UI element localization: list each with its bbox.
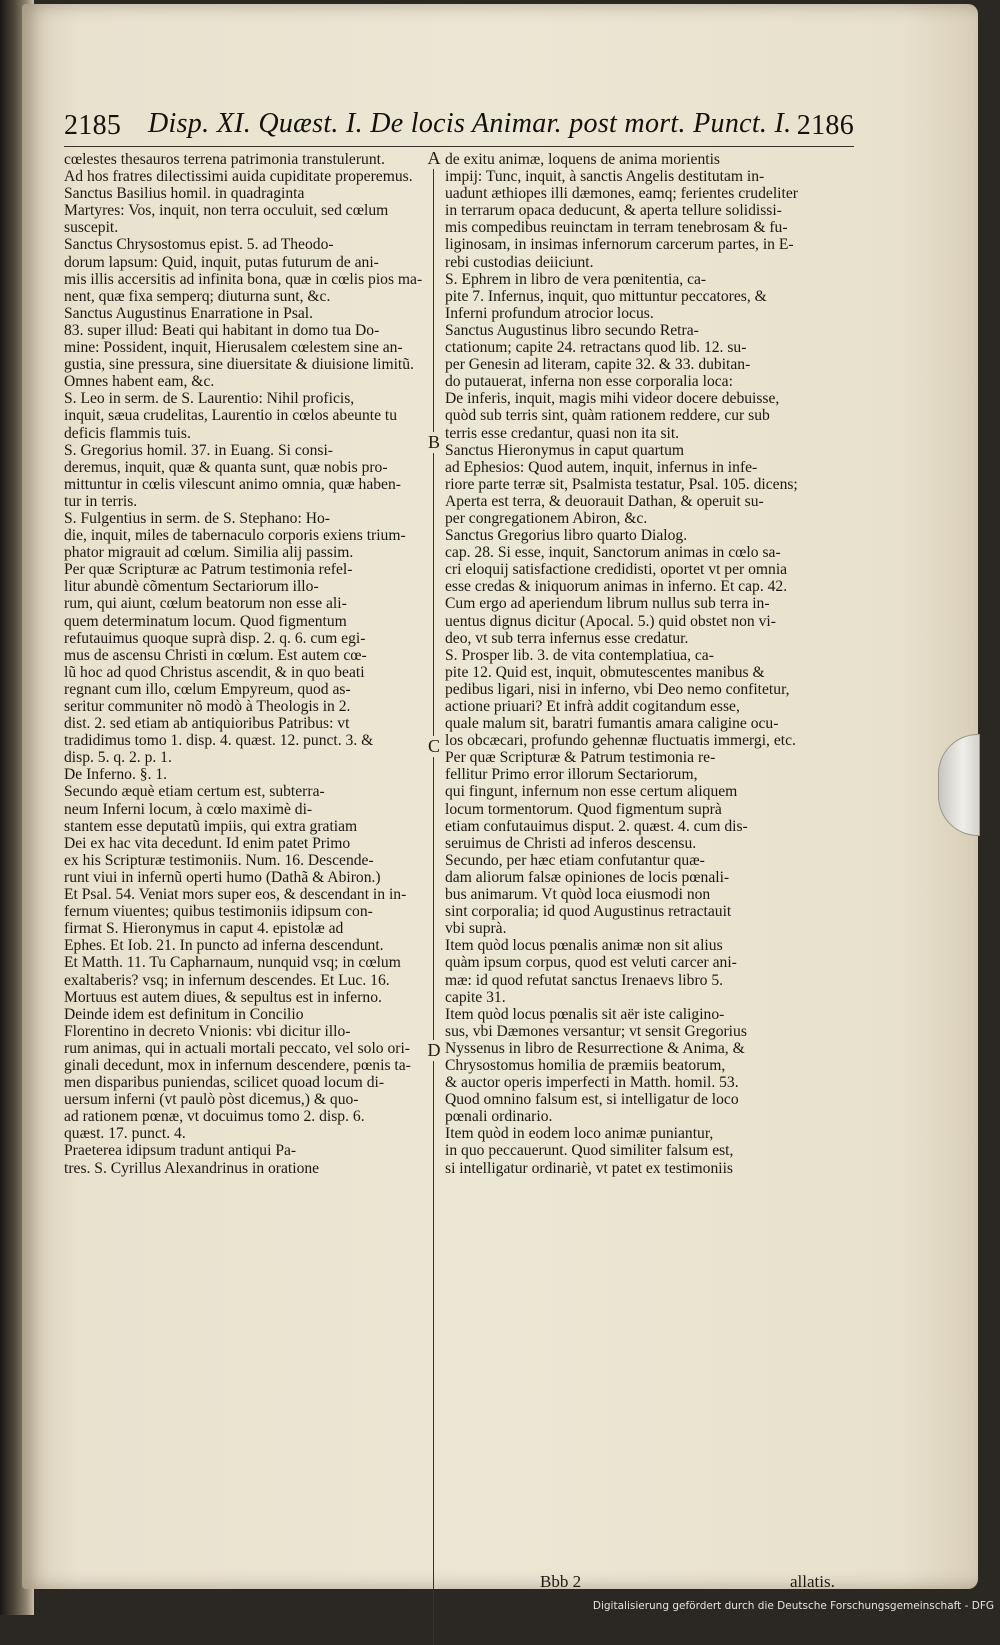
text-line: phator migrauit ad cœlum. Similia alij passim.: [64, 544, 354, 562]
text-line: Martyres: Vos, inquit, non terra occuluit, sed cœlum: [64, 202, 389, 220]
text-line: dam aliorum falsæ opiniones de locis pœnali-: [445, 868, 730, 886]
text-line: esse credas & iniquorum animas in inferno. Et cap. 42.: [445, 578, 788, 596]
text-line: Sanctus Augustinus Enarratione in Psal.: [64, 304, 314, 322]
text-line: S. Gregorius homil. 37. in Euang. Si consi-: [64, 441, 333, 459]
text-line: seritur communiter nõ modò à Theologis in 2.: [64, 698, 351, 715]
text-line: impij: Tunc, inquit, à sanctis Angelis destitutam in-: [445, 168, 765, 186]
text-line: quæst. 17. punct. 4.: [64, 1125, 186, 1143]
text-line: & auctor operis imperfecti in Matth. homil. 53.: [445, 1074, 739, 1092]
text-line: qui fingunt, infernum non esse certum aliquem: [445, 783, 738, 801]
text-line: quem determinatum locum. Quod figmentum: [64, 612, 347, 630]
text-line: mæ: id quod refutat sanctus Irenaevs libro 5.: [445, 971, 724, 989]
text-line: terris esse credantur, quasi non ita sit.: [445, 424, 680, 442]
text-line: Per quæ Scripturæ ac Patrum testimonia refel-: [64, 561, 353, 579]
text-line: cœlestes thesauros terrena patrimonia transtulerunt.: [64, 151, 385, 168]
text-line: Quod omnino falsum est, si intelligatur de loco: [445, 1091, 739, 1109]
running-head: [64, 108, 854, 146]
text-line: pite 12. Quid est, inquit, obmutescentes manibus &: [445, 663, 765, 681]
text-line: Sanctus Hieronymus in caput quartum: [445, 441, 685, 459]
column-divider: [433, 151, 434, 1645]
text-line: quàm ipsum corpus, quod est veluti carcer ani-: [445, 954, 737, 972]
text-line: Chrysostomus homilia de præmiis beatorum,: [445, 1056, 726, 1074]
text-line: disp. 5. q. 2. p. 1.: [64, 749, 172, 767]
text-line: ginali decedunt, mox in infernum descendere, pœnis ta-: [64, 1056, 411, 1074]
running-title: Disp. XI. Quæst. I. De locis Animar. post mort. Punct. I.: [148, 108, 792, 139]
text-line: ad rationem pœnæ, vt docuimus tomo 2. disp. 6.: [64, 1108, 365, 1126]
text-line: quòd sub terris sint, quàm rationem reddere, cur sub: [445, 407, 770, 425]
text-line: S. Leo in serm. de S. Laurentio: Nihil proficis,: [64, 390, 355, 408]
text-line: De inferis, inquit, magis mihi videor docere debuisse,: [445, 390, 780, 408]
text-line: Sanctus Basilius homil. in quadraginta: [64, 185, 305, 203]
text-line: men disparibus puniendas, scilicet quoad locum di-: [64, 1074, 385, 1092]
right-column: [445, 151, 810, 1631]
text-line: deremus, inquit, quæ & quanta sunt, quæ nobis pro-: [64, 458, 388, 476]
text-line: nent, quæ fixa semperq; diuturna sunt, &c.: [64, 287, 331, 305]
text-line: sint corporalia; id quod Augustinus retractauit: [445, 903, 732, 921]
text-line: per Genesin ad literam, capite 32. & 33. dubitan-: [445, 356, 751, 374]
text-line: Mortuus est autem diues, & sepultus est in inferno.: [64, 988, 382, 1006]
text-line: Dei ex hac vita decedunt. Id enim patet Primo: [64, 834, 351, 852]
text-line: Omnes habent eam, &c.: [64, 373, 215, 391]
page-number-right: 2186: [796, 110, 854, 141]
text-line: ctationum; capite 24. retractans quod lib. 12. su-: [445, 339, 747, 357]
text-line: per congregationem Abiron, &c.: [445, 509, 648, 527]
text-line: quale malum sit, baratri fumantis amara caligine ocu-: [445, 715, 779, 733]
text-line: lũ hoc ad quod Christus ascendit, & in quo beati: [64, 663, 365, 681]
text-line: exaltaberis? vsq; in infernum descendes. Et Luc. 16.: [64, 971, 390, 989]
page-number-left: 2185: [64, 110, 122, 141]
text-line: gustia, sine pressura, sine diuersitate & diuisione limitũ.: [64, 356, 414, 374]
text-line: cap. 28. Si esse, inquit, Sanctorum animas in cœlo sa-: [445, 544, 781, 562]
text-line: Per quæ Scripturæ & Patrum testimonia re-: [445, 749, 716, 767]
text-line: Ephes. Et Iob. 21. In puncto ad inferna descendunt.: [64, 937, 384, 955]
text-line: mine: Possident, inquit, Hierusalem cœlestem sine an-: [64, 339, 403, 357]
text-line: dorum lapsum: Quid, inquit, putas futurum de ani-: [64, 253, 379, 271]
signature-mark: Bbb 2: [540, 1572, 582, 1591]
text-line: inquit, sæua crudelitas, Laurentio in cœlos abeunte tu: [64, 407, 398, 425]
text-line: Sanctus Augustinus libro secundo Retra-: [445, 321, 699, 339]
text-line: uersum inferni (vt paulò pòst dicemus,) & quo-: [64, 1091, 359, 1109]
text-line: refutauimus quoque suprà disp. 2. q. 6. cum egi-: [64, 629, 366, 647]
text-line: pite 7. Infernus, inquit, quo mittuntur peccatores, &: [445, 287, 767, 305]
text-line: deficis flammis tuis.: [64, 424, 191, 442]
margin-letter-a: A: [427, 148, 441, 168]
text-line: Secundo æquè etiam certum est, subterra-: [64, 783, 325, 801]
text-line: do putauerat, inferna non esse corporalia loca:: [445, 373, 733, 391]
text-line: Aperta est terra, & deuorauit Dathan, & operuit su-: [445, 492, 764, 510]
left-column: [64, 151, 424, 1631]
text-line: Item quòd in eodem loco animæ puniantur,: [445, 1125, 714, 1143]
text-line: locum tormentorum. Quod figmentum suprà: [445, 800, 722, 818]
text-line: mittuntur in cœlis vilescunt animo omnia, quæ haben-: [64, 475, 401, 493]
text-line: S. Ephrem in libro de vera pœnitentia, ca-: [445, 270, 707, 288]
text-line: de exitu animæ, loquens de anima morientis: [445, 151, 720, 168]
text-line: seruimus de Christi ad inferos descensu.: [445, 834, 697, 852]
text-line: bus animarum. Vt quòd loca eiusmodi non: [445, 886, 711, 904]
text-line: sus, vbi Dæmones versantur; vt sensit Gregorius: [445, 1022, 747, 1040]
text-line: ad Ephesios: Quod autem, inquit, infernus in infe-: [445, 458, 758, 476]
text-line: uentus dignus dicitur (Apocal. 5.) quid obstet non vi-: [445, 612, 776, 630]
text-line: 83. super illud: Beati qui habitant in domo tua Do-: [64, 321, 380, 339]
text-line: neum Inferni locum, à cœlo maximè di-: [64, 800, 313, 818]
text-line: S. Fulgentius in serm. de S. Stephano: Ho-: [64, 509, 330, 527]
margin-letter-d: D: [427, 1040, 441, 1060]
text-line: Cum ergo ad aperiendum librum nullus sub terra in-: [445, 595, 770, 613]
text-line: uadunt æthiopes illi dæmones, eamq; ferientes crudeliter: [445, 185, 798, 203]
text-line: actione priuari? Et infrà addit cogitandum esse,: [445, 698, 740, 715]
text-line: Sanctus Gregorius libro quarto Dialog.: [445, 527, 688, 545]
text-line: cri eloquij satisfactione credidisti, oportet vt per omnia: [445, 561, 788, 579]
text-line: die, inquit, miles de tabernaculo corporis exiens trium-: [64, 527, 406, 545]
text-line: De Inferno. §. 1.: [64, 766, 168, 784]
text-line: Item quòd locus pœnalis animæ non sit alius: [445, 937, 723, 955]
text-line: suscepit.: [64, 219, 119, 237]
text-line: vbi suprà.: [445, 920, 507, 938]
text-line: Ad hos fratres dilectissimi auida cupiditate properemus.: [64, 168, 413, 186]
text-line: mis illis accersitis ad infinita bona, quæ in cœlis pios ma-: [64, 270, 423, 288]
text-line: Nyssenus in libro de Resurrectione & Anima, &: [445, 1039, 745, 1057]
margin-letter-b: B: [427, 432, 440, 452]
text-line: tradidimus tomo 1. disp. 4. quæst. 12. punct. 3. &: [64, 732, 374, 750]
catchword: allatis.: [790, 1572, 835, 1591]
text-line: capite 31.: [445, 988, 506, 1006]
text-line: pœnali ordinario.: [445, 1108, 553, 1126]
text-line: mis compedibus reuinctam in terram tenebrosam & fu-: [445, 219, 788, 237]
text-line: rum animas, qui in actuali mortali peccato, vel solo ori-: [64, 1039, 410, 1057]
text-line: litur abundè cõmentum Sectariorum illo-: [64, 578, 319, 596]
text-line: si intelligatur ordinariè, vt patet ex testimoniis: [445, 1159, 733, 1177]
text-line: ex his Scripturæ testimoniis. Num. 16. Descende-: [64, 851, 374, 869]
text-line: Item quòd locus pœnalis sit aër iste caligino-: [445, 1005, 725, 1023]
text-line: stantem esse deputatũ impiis, qui extra gratiam: [64, 817, 358, 835]
text-line: tres. S. Cyrillus Alexandrinus in oratione: [64, 1159, 320, 1177]
page-clip: [938, 734, 980, 836]
text-line: Et Matth. 11. Tu Capharnaum, nunquid vsq; in cœlum: [64, 954, 401, 972]
text-line: runt viui in infernũ operti humo (Dathã & Abiron.): [64, 868, 381, 886]
text-line: Deinde idem est definitum in Concilio: [64, 1005, 304, 1023]
text-line: dist. 2. sed etiam ab antiquioribus Patribus: vt: [64, 715, 350, 733]
margin-letter-c: C: [427, 736, 440, 756]
text-line: rum, qui aiunt, cœlum beatorum non esse ali-: [64, 595, 347, 613]
text-line: Et Psal. 54. Veniat mors super eos, & descendant in in-: [64, 886, 407, 904]
text-line: etiam confutauimus disput. 2. quæst. 4. cum dis-: [445, 817, 748, 835]
text-line: in quo peccauerunt. Quod similiter falsum est,: [445, 1142, 734, 1160]
text-line: Florentino in decreto Vnionis: vbi dicitur illo-: [64, 1022, 351, 1040]
text-line: fernum viuentes; quibus testimoniis idipsum con-: [64, 903, 373, 921]
text-line: riore parte terræ sit, Psalmista testatur, Psal. 105. dicens;: [445, 475, 798, 493]
text-line: los obcæcari, profundo gehennæ fluctuatis immergi, etc.: [445, 732, 796, 750]
text-line: liginosam, in insimas infernorum carcerum partes, in E-: [445, 236, 794, 254]
text-line: S. Prosper lib. 3. de vita contemplatiua, ca-: [445, 646, 714, 664]
text-line: Secundo, per hæc etiam confutantur quæ-: [445, 851, 705, 869]
text-line: regnant cum illo, cœlum Empyreum, quod as-: [64, 680, 351, 698]
header-rule: [64, 146, 854, 147]
text-line: tur in terris.: [64, 492, 138, 510]
text-line: Inferni profundum atrocior locus.: [445, 304, 654, 322]
credit-line: Digitalisierung gefördert durch die Deutsche Forschungsgemeinschaft - DFG: [592, 1600, 994, 1612]
text-line: pedibus ligari, nisi in inferno, vbi Deo nemo confitetur,: [445, 680, 790, 698]
text-line: Praeterea idipsum tradunt antiqui Pa-: [64, 1142, 297, 1160]
text-line: mus de ascensu Christi in cœlum. Est autem cœ-: [64, 646, 367, 664]
text-line: fellitur Primo error illorum Sectariorum,: [445, 766, 698, 784]
text-line: deo, vt sub terra infernus esse credatur.: [445, 629, 689, 647]
text-line: rebi custodias deiiciunt.: [445, 253, 594, 271]
text-line: in terrarum opaca deducunt, & aperta tellure solidissi-: [445, 202, 782, 220]
text-line: firmat S. Hieronymus in caput 4. epistolæ ad: [64, 920, 344, 938]
text-line: Sanctus Chrysostomus epist. 5. ad Theodo-: [64, 236, 334, 254]
